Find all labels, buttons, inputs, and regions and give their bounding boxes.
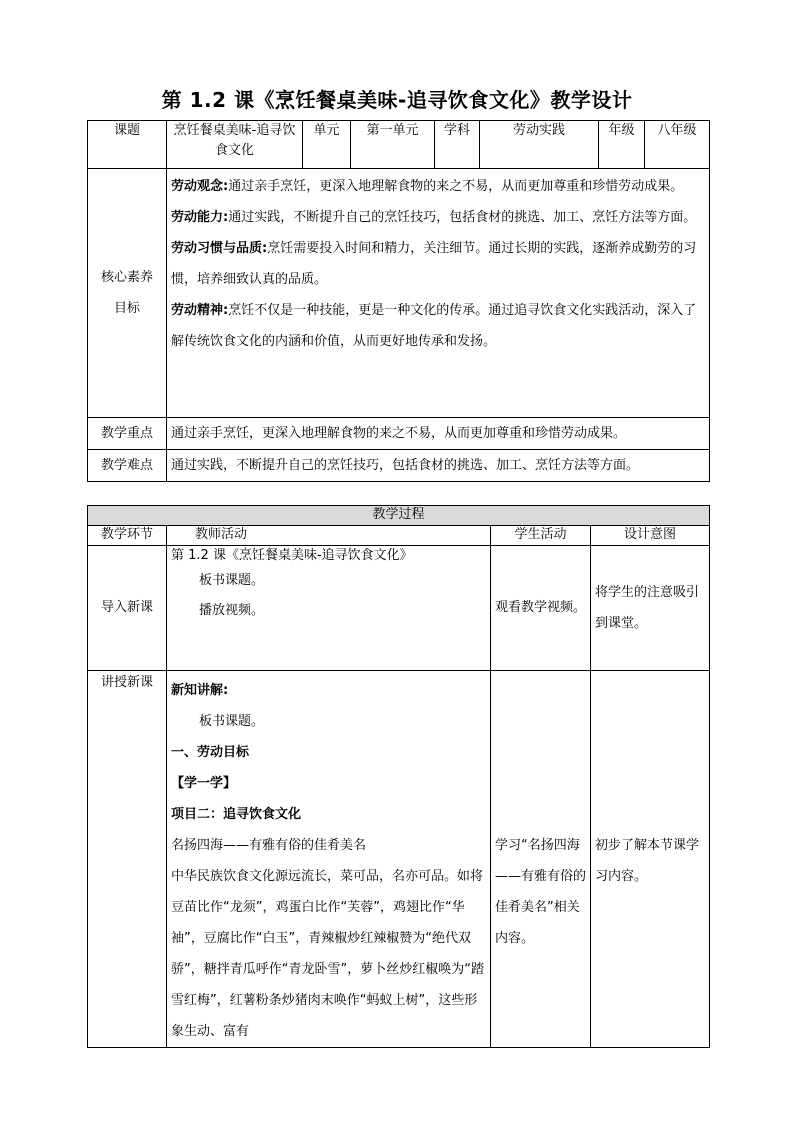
goal-3-text: 烹饪需要投入时间和精力，关注细节。通过长期的实践，逐渐养成勤劳的习惯，培养细致认真的品质。 (171, 241, 697, 287)
lecture-l2: 板书课题。 (199, 714, 265, 729)
goal-3 (171, 233, 705, 295)
topic-label: 课题 (88, 121, 167, 169)
difficulty-label: 教学难点 (88, 450, 167, 482)
key-point-text: 通过亲手烹饪，更深入地理解食物的来之不易，从而更加尊重和珍惜劳动成果。 (167, 418, 710, 450)
goal-3-head: 劳动习惯与品质: (171, 241, 268, 256)
lecture-student: 学习“名扬四海——有雅有俗的佳肴美名”相关内容。 (491, 671, 591, 1048)
intro-teacher (167, 546, 491, 671)
goal-1-text: 通过亲手烹饪，更深入地理解食物的来之不易，从而更加尊重和珍惜劳动成果。 (228, 179, 684, 194)
grade-label: 年级 (599, 121, 645, 169)
grade-value: 八年级 (645, 121, 710, 169)
goal-2-text: 通过实践，不断提升自己的烹饪技巧，包括食材的挑选、加工、烹饪方法等方面。 (228, 210, 697, 225)
unit-value: 第一单元 (351, 121, 435, 169)
intro-intent: 将学生的注意吸引到课堂。 (591, 546, 710, 671)
col-stage: 教学环节 (88, 526, 167, 546)
intro-lesson-title: 第 1.2 课《烹饪餐桌美味-追寻饮食文化》 (171, 548, 413, 563)
lesson-info-table (87, 120, 710, 482)
intro-video: 播放视频。 (199, 603, 265, 618)
lecture-l1: 新知讲解: (171, 683, 229, 698)
difficulty-text: 通过实践，不断提升自己的烹饪技巧，包括食材的挑选、加工、烹饪方法等方面。 (167, 450, 710, 482)
intro-board: 板书课题。 (199, 573, 265, 588)
intro-student: 观看教学视频。 (491, 546, 591, 671)
goal-2 (171, 202, 705, 233)
subject-value: 劳动实践 (480, 121, 599, 169)
process-header: 教学过程 (88, 506, 710, 526)
lecture-teacher (167, 671, 491, 1048)
lecture-l6: 名扬四海——有雅有俗的佳肴美名 (171, 838, 367, 853)
goal-2-head: 劳动能力: (171, 210, 229, 225)
core-label: 核心素养目标 (88, 169, 167, 418)
col-teacher: 教师活动 (167, 526, 491, 546)
lecture-l5: 项目二：追寻饮食文化 (171, 807, 302, 822)
subject-label: 学科 (435, 121, 480, 169)
goal-1 (171, 171, 705, 202)
key-point-label: 教学重点 (88, 418, 167, 450)
goal-4 (171, 295, 705, 357)
lecture-l4: 【学一学】 (171, 776, 237, 791)
lecture-intent: 初步了解本节课学习内容。 (591, 671, 710, 1048)
core-goals (167, 169, 710, 418)
unit-label: 单元 (303, 121, 351, 169)
col-intent: 设计意图 (591, 526, 710, 546)
goal-4-head: 劳动精神: (171, 303, 229, 318)
teaching-process-table (87, 505, 710, 1048)
page-title: 第 1.2 课《烹饪餐桌美味-追寻饮食文化》教学设计 (161, 88, 633, 112)
lecture-stage: 讲授新课 (88, 671, 167, 1048)
lecture-l3: 一、劳动目标 (171, 745, 250, 760)
goal-4-text: 烹饪不仅是一种技能，更是一种文化的传承。通过追寻饮食文化实践活动，深入了解传统饮食文化的内涵和价值，从而更好地传承和发扬。 (171, 303, 697, 349)
lecture-l7: 中华民族饮食文化源远流长，菜可品，名亦可品。如将豆苗比作“龙须”，鸡蛋白比作“芙蓉”，鸡翅比作“华袖”，豆腐比作“白玉”，青辣椒炒红辣椒赞为“绝代双骄”，糖拌青瓜呼作“青龙卧雪”，萝卜丝炒红椒唤为“踏雪红梅”，红薯粉条炒猪肉末唤作“蚂蚁上树”，这些形象生动、富有 (171, 869, 484, 1039)
topic-value: 烹饪餐桌美味-追寻饮食文化 (167, 121, 303, 169)
intro-stage: 导入新课 (88, 546, 167, 671)
col-student: 学生活动 (491, 526, 591, 546)
goal-1-head: 劳动观念: (171, 179, 229, 194)
